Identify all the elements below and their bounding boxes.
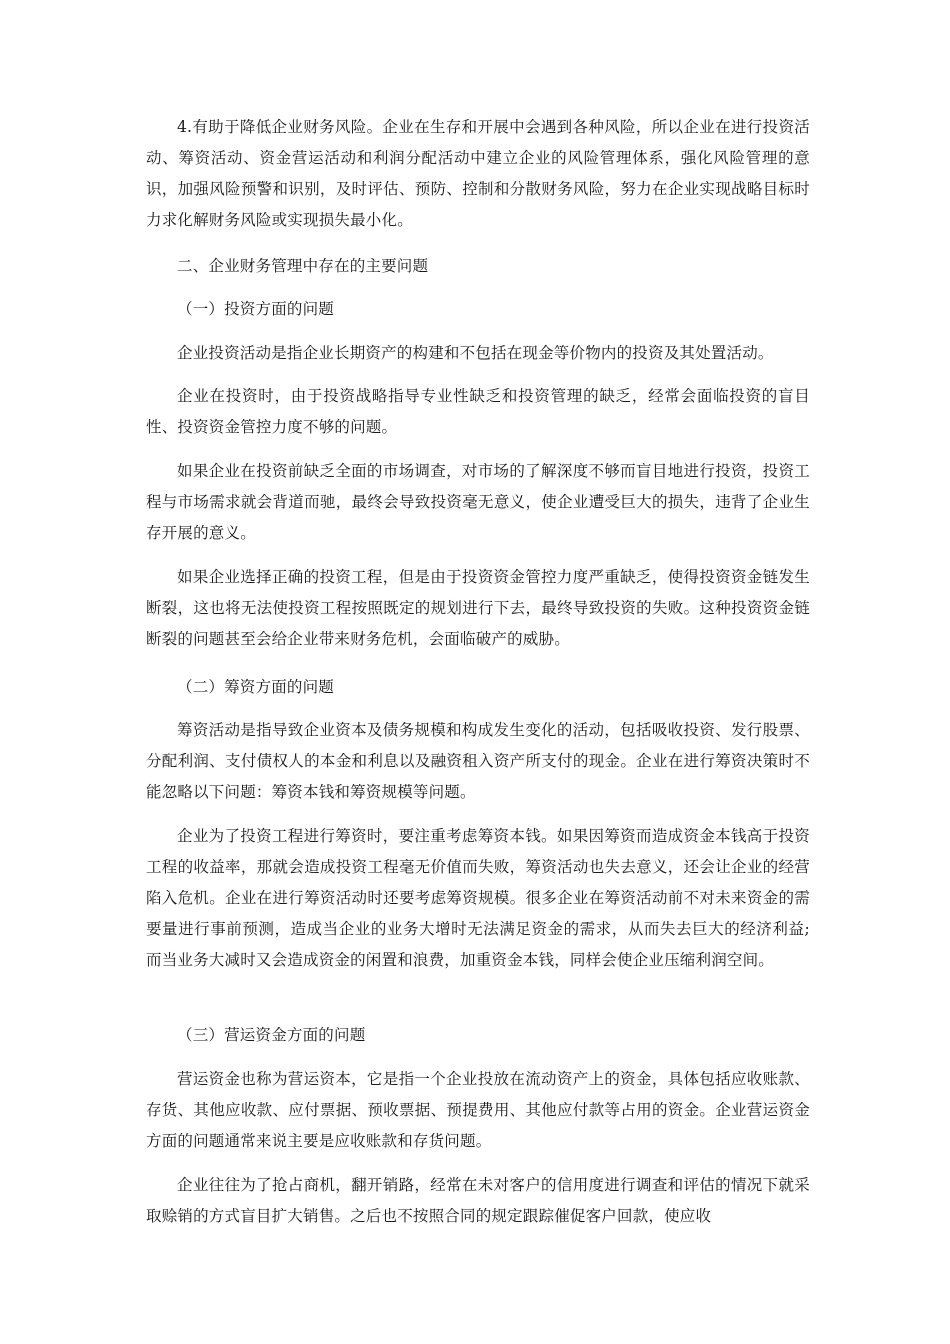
paragraph-investment-definition: 企业投资活动是指企业长期资产的构建和不包括在现金等价物内的投资及其处置活动。 (177, 344, 774, 362)
paragraph-market-research: 如果企业在投资前缺乏全面的市场调查，对市场的了解深度不够而盲目地进行投资，投资工程与市场需求就会背道而驰，最终会导致投资毫无意义，使企业遭受巨大的损失，违背了企业生存开展的意义。 (146, 462, 810, 542)
paragraph-working-capital-definition: 营运资金也称为营运资本，它是指一个企业投放在流动资产上的资金，具体包括应收账款、存货、其他应收款、应付票据、预收票据、预提费用、其他应付款等占用的资金。企业营运资金方面的问题通常来说主要是应收账款和存货问题。 (146, 1070, 810, 1150)
subsection-heading-working-capital: （三）营运资金方面的问题 (177, 1026, 366, 1044)
paragraph-capital-chain: 如果企业选择正确的投资工程，但是由于投资资金管控力度严重缺乏，使得投资资金链发生断裂，这也将无法使投资工程按照既定的规划进行下去，最终导致投资的失败。这种投资资金链断裂的问题甚至会给企业带来财务危机，会面临破产的威胁。 (146, 568, 810, 648)
paragraph-investment-issues: 企业在投资时，由于投资战略指导专业性缺乏和投资管理的缺乏，经常会面临投资的盲目性、投资资金管控力度不够的问题。 (146, 387, 810, 436)
subsection-heading-financing: （二）筹资方面的问题 (177, 678, 335, 696)
paragraph-financing-definition: 筹资活动是指导致企业资本及债务规模和构成发生变化的活动，包括吸收投资、发行股票、分配利润、支付债权人的本金和利息以及融资租入资产所支付的现金。企业在进行筹资决策时不能忽略以下问题：筹资本钱和筹资规模等问题。 (146, 721, 810, 801)
subsection-heading-investment: （一）投资方面的问题 (177, 300, 335, 318)
paragraph-receivables: 企业往往为了抢占商机，翻开销路，经常在未对客户的信用度进行调查和评估的情况下就采取赊销的方式盲目扩大销售。之后也不按照合同的规定跟踪催促客户回款，使应收 (146, 1176, 810, 1225)
paragraph-risk-reduction: 4.有助于降低企业财务风险。企业在生存和开展中会遇到各种风险，所以企业在进行投资活动、筹资活动、资金营运活动和利润分配活动中建立企业的风险管理体系，强化风险管理的意识，加强风险预警和识别，及时评估、预防、控制和分散财务风险，努力在企业实现战略目标时力求化解财务风险或实现损失最小化。 (146, 118, 810, 229)
section-heading-main-problems: 二、企业财务管理中存在的主要问题 (177, 257, 429, 275)
paragraph-financing-cost: 企业为了投资工程进行筹资时，要注重考虑筹资本钱。如果因筹资而造成资金本钱高于投资工程的收益率，那就会造成投资工程毫无价值而失败，筹资活动也失去意义，还会让企业的经营陷入危机。企业在进行筹资活动时还要考虑筹资规模。很多企业在筹资活动前不对未来资金的需要量进行事前预测，造成当企业的业务大增时无法满足资金的需求，从而失去巨大的经济利益;而当业务大减时又会造成资金的闲置和浪费，加重资金本钱，同样会使企业压缩利润空间。 (146, 827, 810, 969)
